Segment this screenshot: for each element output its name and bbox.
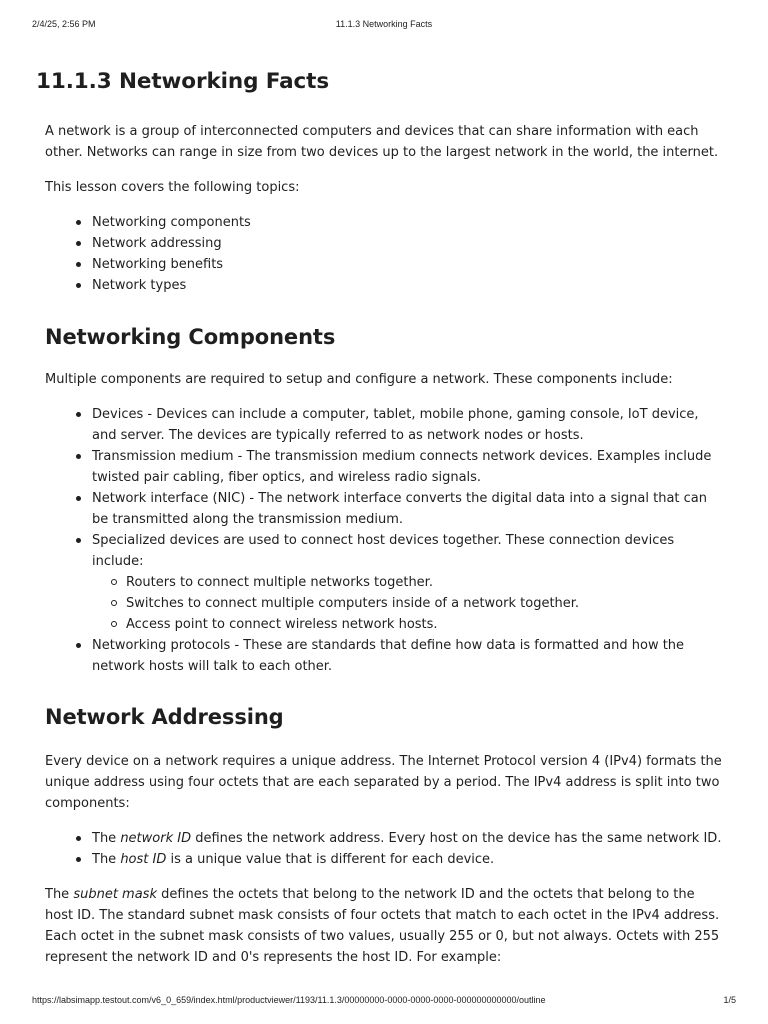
addressing-paragraph: Every device on a network requires a unique address. The Internet Protocol version 4 (IPv4) formats the unique address using four octets that are each separated by a period. The IPv4 address is split into two components: [45, 754, 722, 811]
term: network ID [120, 831, 192, 846]
page-url: https://labsimapp.testout.com/v6_0_659/index.html/productviewer/1193/11.1.3/00000000-0000-0000-0000-000000000000/outline [32, 995, 546, 1005]
intro-paragraph: A network is a group of interconnected computers and devices that can share information with each other. Networks can range in size from two devices up to the largest network in the world, the internet. [45, 124, 719, 160]
text: is a unique value that is different for each device. [166, 852, 495, 867]
list-item: Networking components [45, 212, 725, 233]
text: defines the octets that belong to the network ID and the octets that belong to the host ID. The standard subnet mask consists of four octets that match to each octet in the IPv4 address. Each octet in the subnet mask consists of two values, usually 255 or 0, but not always. Octets with 255 represent the network ID and 0's represents the host ID. For example: [45, 887, 720, 965]
sub-list-item: Switches to connect multiple computers inside of a network together. [92, 593, 725, 614]
list-item: Network interface (NIC) - The network interface converts the digital data into a signal that can be transmitted along the transmission medium. [45, 488, 725, 530]
list-item [45, 828, 725, 849]
components-list [45, 404, 725, 677]
page-number: 1/5 [723, 995, 736, 1005]
page-title: 11.1.3 Networking Facts [36, 69, 330, 94]
addressing-list [45, 828, 725, 870]
connection-devices-list [92, 572, 725, 635]
subnet-paragraph [45, 884, 725, 968]
section-heading-addressing: Network Addressing [45, 705, 284, 729]
print-title: 11.1.3 Networking Facts [335, 19, 433, 29]
list-item [45, 849, 725, 870]
sub-list-item: Access point to connect wireless network hosts. [92, 614, 725, 635]
list-item: Network addressing [45, 233, 725, 254]
document-body [36, 64, 725, 968]
text: The [92, 852, 121, 867]
list-item: Transmission medium - The transmission medium connects network devices. Examples include twisted pair cabling, fiber optics, and wireless radio signals. [45, 446, 725, 488]
term: subnet mask [73, 887, 157, 902]
topics-list [45, 212, 725, 296]
list-item: Devices - Devices can include a computer, tablet, mobile phone, gaming console, IoT device, and server. The devices are typically referred to as network nodes or hosts. [45, 404, 725, 446]
text: defines the network address. Every host on the device has the same network ID. [191, 831, 722, 846]
text: The [45, 887, 74, 902]
section-heading-components: Networking Components [45, 325, 336, 349]
list-item: Networking benefits [45, 254, 725, 275]
list-item: Networking protocols - These are standards that define how data is formatted and how the network hosts will talk to each other. [45, 635, 725, 677]
list-item-text: Specialized devices are used to connect host devices together. These connection devices include: [92, 533, 675, 569]
text: The [92, 831, 121, 846]
topics-lead: This lesson covers the following topics: [45, 180, 300, 195]
sub-list-item: Routers to connect multiple networks together. [92, 572, 725, 593]
list-item: Network types [45, 275, 725, 296]
list-item [45, 530, 725, 635]
term: host ID [120, 852, 167, 867]
components-lead: Multiple components are required to setup and configure a network. These components include: [45, 372, 673, 387]
print-date: 2/4/25, 2:56 PM [32, 19, 96, 29]
